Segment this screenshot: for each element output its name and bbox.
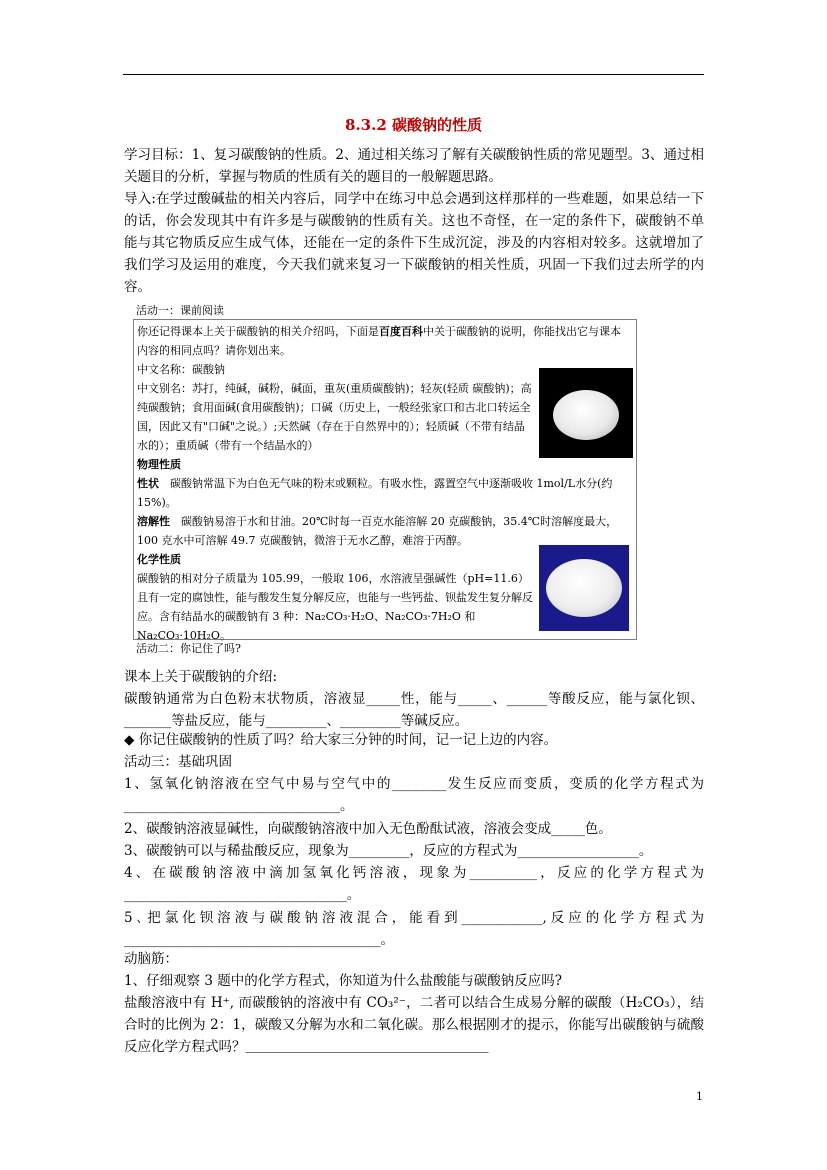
box-intro-text-a: 你还记得课本上关于碳酸钠的相关介绍吗，下面是 [137, 325, 379, 338]
powder-pile-1 [553, 390, 619, 440]
textbook-fill-in: 碳酸钠通常为白色粉末状物质，溶液显_____性，能与_____、______等酸反应，能与氯化钡、_______等盐反应，能与_________、_________等碱反应。 [124, 691, 704, 729]
activity-2-label: 活动二：你记住了吗? [136, 642, 241, 655]
question-4: 4、在碳酸钠溶液中滴加氢氧化钙溶液，现象为__________，反应的化学方程式为_________________________________。 [124, 865, 704, 903]
activity-3-label: 活动三：基础巩固 [124, 754, 232, 770]
physical-properties-heading: 物理性质 [137, 458, 181, 471]
property-appearance [137, 474, 631, 512]
page-title: 8.3.2 碳酸钠的性质 [345, 116, 482, 134]
question-2: 2、碳酸钠溶液显碱性，向碳酸钠溶液中加入无色酚酞试液，溶液会变成_____色。 [124, 821, 612, 837]
brain-teaser-heading: 动脑筋： [124, 951, 178, 967]
textbook-heading: 课本上关于碳酸钠的介绍: [124, 669, 278, 685]
brain-teaser-question: 1、仔细观察 3 题中的化学方程式，你知道为什么盐酸能与碳酸钠反应吗? [124, 973, 562, 989]
chinese-name: 中文名称：碳酸钠 [137, 363, 225, 376]
activity-1-label: 活动一：课前阅读 [136, 304, 224, 317]
box-intro [137, 322, 631, 360]
box-intro-text-c: 中关于碳酸钠的说明，你能找出它与课本内容的相同点吗？请你划出来。 [137, 325, 621, 357]
solubility-text: 碳酸钠易溶于水和甘油。20℃时每一百克水能溶解 20 克碳酸钠，35.4℃时溶解度最大，100 克水中可溶解 49.7 克碳酸钠，微溶于无水乙醇，难溶于丙醇。 [137, 515, 618, 547]
solubility-label: 溶解性 [137, 515, 170, 528]
box-intro-source: 百度百科 [379, 325, 423, 338]
baike-excerpt-box [133, 319, 637, 640]
question-3: 3、碳酸钠可以与稀盐酸反应，现象为_________，反应的方程式为__________________。 [124, 843, 653, 859]
header-rule [123, 74, 704, 75]
introduction: 导入:在学过酸碱盐的相关内容后，同学中在练习中总会遇到这样那样的一些难题，如果总结一下的话，你会发现其中有许多是与碳酸钠的性质有关。这也不奇怪，在一定的条件下，碳酸钠不单能与其它物质反应生成气体，还能在一定的条件下生成沉淀，涉及的内容相对较多。这就增加了我们学习及运用的难度，今天我们就来复习一下碳酸钠的相关性质，巩固一下我们过去所学的内容。 [124, 191, 704, 295]
question-5: 5､把氯化钡溶液与碳酸钠溶液混合，能看到____________,反应的化学方程式为______________________________________。 [124, 910, 704, 948]
aliases: 中文别名：苏打，纯碱，碱粉，碱面，重灰(重质碳酸钠)；轻灰(轻质 碳酸钠)；高纯碳酸钠；食用面碱(食用碳酸钠)；口碱（历史上，一般经张家口和古北口转运全国，因此又有"口碱"之说。）;天然碱（存在于自然界中的）；轻质碱（不带有结晶水的）；重质碱（带有一个结晶水的） [137, 382, 532, 452]
brain-teaser-text: 盐酸溶液中有 H⁺, 而碳酸钠的溶液中有 CO₃²⁻，二者可以结合生成易分解的碳酸（H₂CO₃），结合时的比例为 2：1，碳酸又分解为水和二氧化碳。那么根据刚才的提示，你能写出碳酸钠与硫酸反应化学方程式吗？＿＿＿＿＿＿＿＿＿＿＿＿＿＿＿＿＿＿ [124, 995, 704, 1055]
appearance-label: 性状 [137, 477, 159, 490]
question-1: 1、氢氧化钠溶液在空气中易与空气中的________发生反应而变质，变质的化学方程式为________________________________。 [124, 776, 704, 814]
powder-pile-2 [546, 559, 622, 617]
powder-photo-1 [539, 368, 633, 458]
chemical-properties-heading: 化学性质 [137, 553, 181, 566]
appearance-text: 碳酸钠常温下为白色无气味的粉末或颗粒。有吸水性，露置空气中逐渐吸收 1mol/L水分(约 15%)。 [137, 477, 613, 509]
powder-photo-2 [539, 545, 629, 631]
page-number: 1 [696, 1090, 703, 1103]
chemical-properties-text: 碳酸钠的相对分子质量为 105.99，一般取 106，水溶液呈强碱性（pH=11.6）且有一定的腐蚀性，能与酸发生复分解反应，也能与一些钙盐、钡盐发生复分解反应。含有结晶水的碳酸钠有 3 种：Na₂CO₃·H₂O、Na₂CO₃·7H₂O 和 Na₂CO₃·10H₂O。 [137, 572, 533, 642]
remember-prompt: ◆ 你记住碳酸钠的性质了吗？给大家三分钟的时间，记一记上边的内容。 [124, 732, 558, 748]
learning-goals: 学习目标：1、复习碳酸钠的性质。2、通过相关练习了解有关碳酸钠性质的常见题型。3、通过相关题目的分析，掌握与物质的性质有关的题目的一般解题思路。 [124, 147, 704, 185]
